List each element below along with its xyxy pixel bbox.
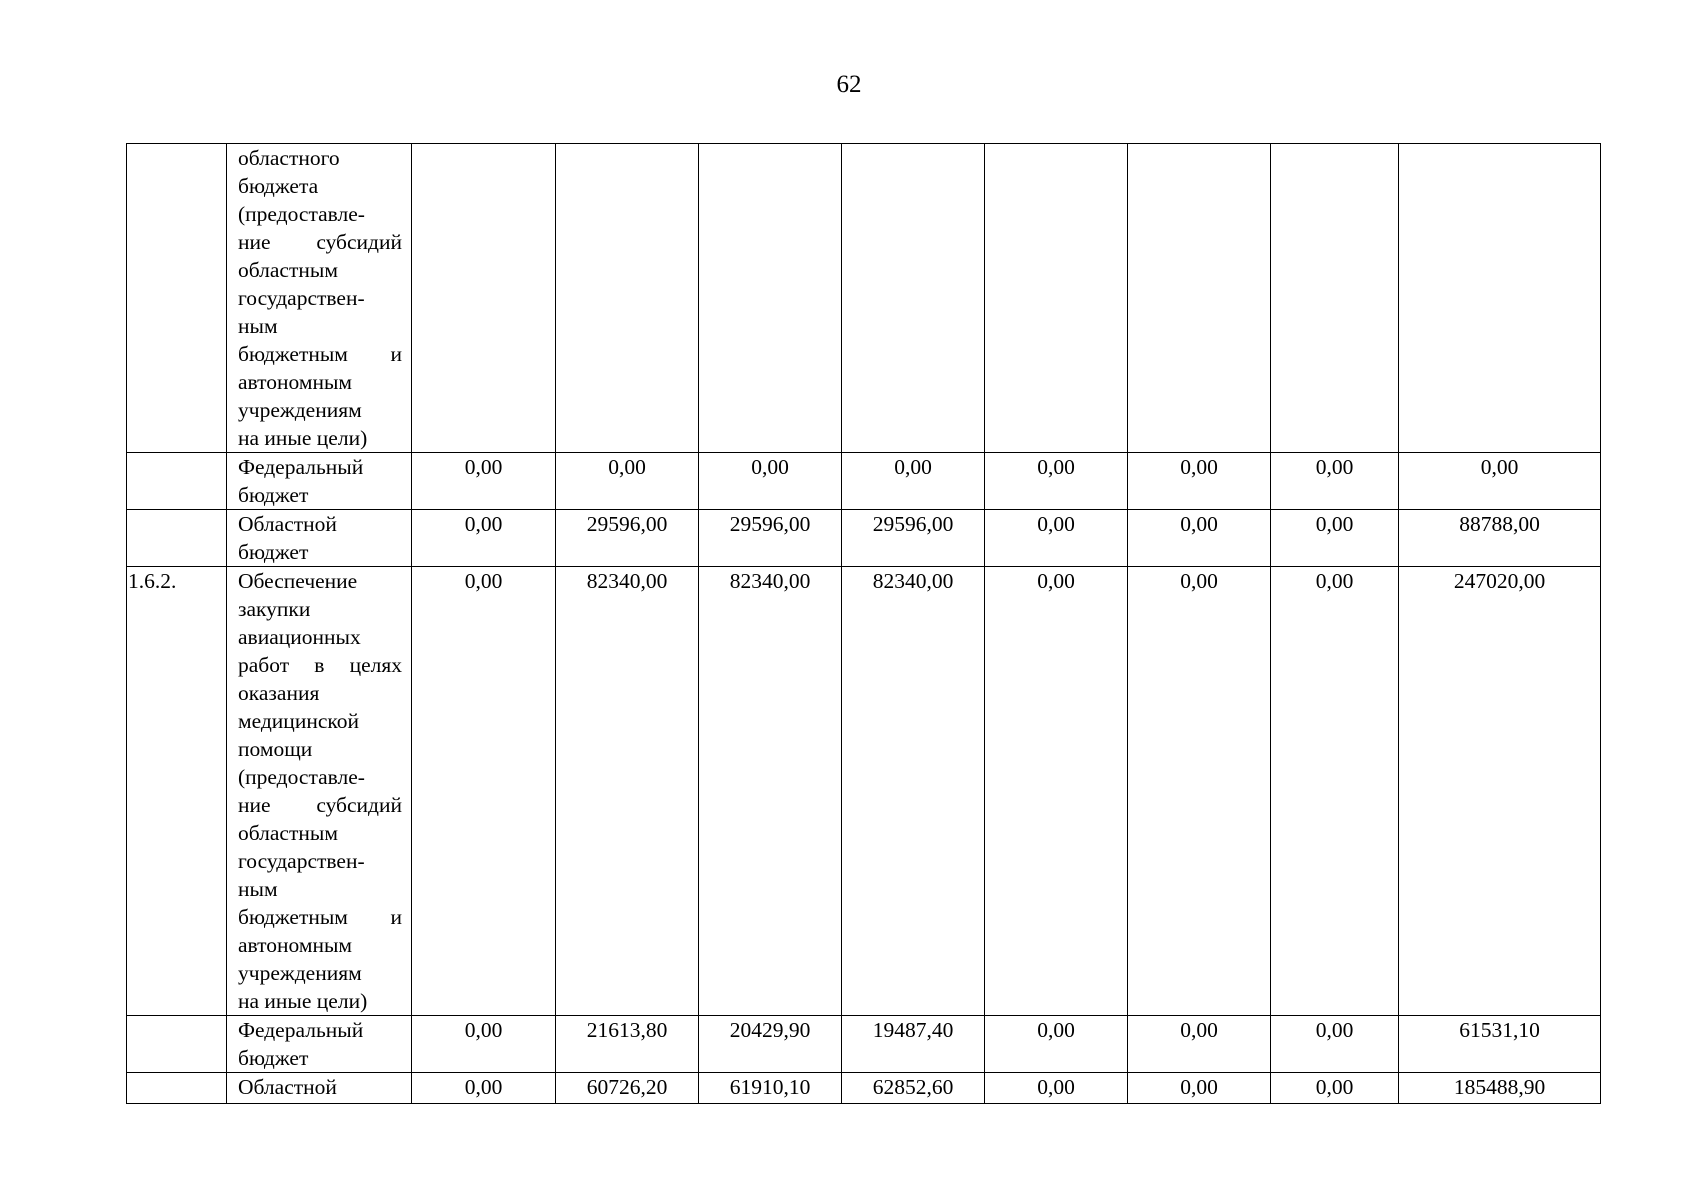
table-row-continuation bbox=[127, 144, 1601, 453]
description-line: ние субсидий bbox=[238, 230, 402, 254]
value-cell bbox=[1271, 144, 1399, 453]
value-cell: 60726,20 bbox=[556, 1073, 699, 1104]
value-cell: 82340,00 bbox=[556, 567, 699, 1016]
description-line: бюджетным и bbox=[238, 342, 402, 366]
table-row-item-1-6-2 bbox=[127, 567, 1601, 1016]
value-cell: 0,00 bbox=[1271, 1073, 1399, 1104]
value-cell: 29596,00 bbox=[556, 510, 699, 567]
description-line: государствен- bbox=[238, 286, 365, 310]
description-line: областным bbox=[238, 821, 338, 845]
description-line: областного bbox=[238, 146, 340, 170]
description-line: Обеспечение bbox=[238, 569, 358, 593]
value-cell: 88788,00 bbox=[1399, 510, 1601, 567]
value-cell: 0,00 bbox=[1271, 453, 1399, 510]
value-cell: 82340,00 bbox=[699, 567, 842, 1016]
value-cell: 20429,90 bbox=[699, 1016, 842, 1073]
value-cell: 61910,10 bbox=[699, 1073, 842, 1104]
row-number bbox=[127, 510, 227, 567]
row-description bbox=[227, 510, 412, 567]
value-cell: 0,00 bbox=[1128, 453, 1271, 510]
value-cell bbox=[1128, 144, 1271, 453]
description-line: государствен- bbox=[238, 849, 365, 873]
value-cell: 0,00 bbox=[985, 453, 1128, 510]
description-line: бюджет bbox=[238, 540, 309, 564]
value-cell: 29596,00 bbox=[842, 510, 985, 567]
value-cell: 0,00 bbox=[1271, 567, 1399, 1016]
value-cell: 185488,90 bbox=[1399, 1073, 1601, 1104]
row-number bbox=[127, 453, 227, 510]
row-number bbox=[127, 1016, 227, 1073]
value-cell bbox=[556, 144, 699, 453]
value-cell: 0,00 bbox=[1128, 510, 1271, 567]
description-line: оказания bbox=[238, 681, 320, 705]
description-line: ние субсидий bbox=[238, 793, 402, 817]
value-cell: 62852,60 bbox=[842, 1073, 985, 1104]
value-cell: 0,00 bbox=[412, 1073, 556, 1104]
value-cell: 61531,10 bbox=[1399, 1016, 1601, 1073]
description-line: на иные цели) bbox=[238, 989, 368, 1013]
table-row-federal-1 bbox=[127, 453, 1601, 510]
value-cell: 0,00 bbox=[1128, 567, 1271, 1016]
description-line: Федеральный bbox=[238, 1018, 364, 1042]
value-cell: 0,00 bbox=[412, 453, 556, 510]
value-cell: 82340,00 bbox=[842, 567, 985, 1016]
value-cell bbox=[1399, 144, 1601, 453]
description-line: автономным bbox=[238, 370, 353, 394]
table-row-regional-1 bbox=[127, 510, 1601, 567]
table-body bbox=[127, 144, 1601, 1104]
description-line: бюджетным и bbox=[238, 905, 402, 929]
value-cell: 19487,40 bbox=[842, 1016, 985, 1073]
description-line: (предоставле- bbox=[238, 202, 365, 226]
value-cell: 0,00 bbox=[556, 453, 699, 510]
description-line: бюджет bbox=[238, 483, 309, 507]
value-cell: 0,00 bbox=[1128, 1016, 1271, 1073]
value-cell: 0,00 bbox=[1271, 1016, 1399, 1073]
value-cell bbox=[699, 144, 842, 453]
value-cell: 0,00 bbox=[412, 1016, 556, 1073]
description-line: Федеральный bbox=[238, 455, 364, 479]
value-cell: 0,00 bbox=[1399, 453, 1601, 510]
value-cell: 0,00 bbox=[412, 510, 556, 567]
value-cell: 21613,80 bbox=[556, 1016, 699, 1073]
description-line: учреждениям bbox=[238, 398, 362, 422]
table-row-regional-2 bbox=[127, 1073, 1601, 1104]
value-cell: 247020,00 bbox=[1399, 567, 1601, 1016]
budget-table bbox=[126, 143, 1601, 1104]
description-line: (предоставле- bbox=[238, 765, 365, 789]
description-line: областным bbox=[238, 258, 338, 282]
description-line: закупки bbox=[238, 597, 311, 621]
description-line: автономным bbox=[238, 933, 353, 957]
value-cell: 0,00 bbox=[985, 1073, 1128, 1104]
value-cell: 0,00 bbox=[985, 1016, 1128, 1073]
value-cell bbox=[842, 144, 985, 453]
description-line: авиационных bbox=[238, 625, 361, 649]
description-line: ным bbox=[238, 877, 278, 901]
value-cell: 0,00 bbox=[412, 567, 556, 1016]
value-cell: 0,00 bbox=[985, 567, 1128, 1016]
value-cell: 0,00 bbox=[699, 453, 842, 510]
description-line: Областной bbox=[238, 512, 337, 536]
row-description bbox=[227, 453, 412, 510]
description-line: Областной bbox=[238, 1075, 337, 1099]
description-line: ным bbox=[238, 314, 278, 338]
description-line: помощи bbox=[238, 737, 313, 761]
table-row-federal-2 bbox=[127, 1016, 1601, 1073]
description-line: работ в целях bbox=[238, 653, 402, 677]
value-cell bbox=[412, 144, 556, 453]
value-cell: 0,00 bbox=[842, 453, 985, 510]
row-number: 1.6.2. bbox=[127, 567, 227, 1016]
description-line: медицинской bbox=[238, 709, 359, 733]
description-line: бюджета bbox=[238, 174, 319, 198]
row-description bbox=[227, 567, 412, 1016]
row-description bbox=[227, 1073, 412, 1104]
value-cell: 0,00 bbox=[1128, 1073, 1271, 1104]
value-cell: 0,00 bbox=[985, 510, 1128, 567]
value-cell: 29596,00 bbox=[699, 510, 842, 567]
description-line: бюджет bbox=[238, 1046, 309, 1070]
page-number: 62 bbox=[836, 71, 862, 98]
row-number bbox=[127, 1073, 227, 1104]
value-cell bbox=[985, 144, 1128, 453]
description-line: учреждениям bbox=[238, 961, 362, 985]
row-description bbox=[227, 144, 412, 453]
row-number bbox=[127, 144, 227, 453]
value-cell: 0,00 bbox=[1271, 510, 1399, 567]
row-description bbox=[227, 1016, 412, 1073]
description-line: на иные цели) bbox=[238, 426, 368, 450]
